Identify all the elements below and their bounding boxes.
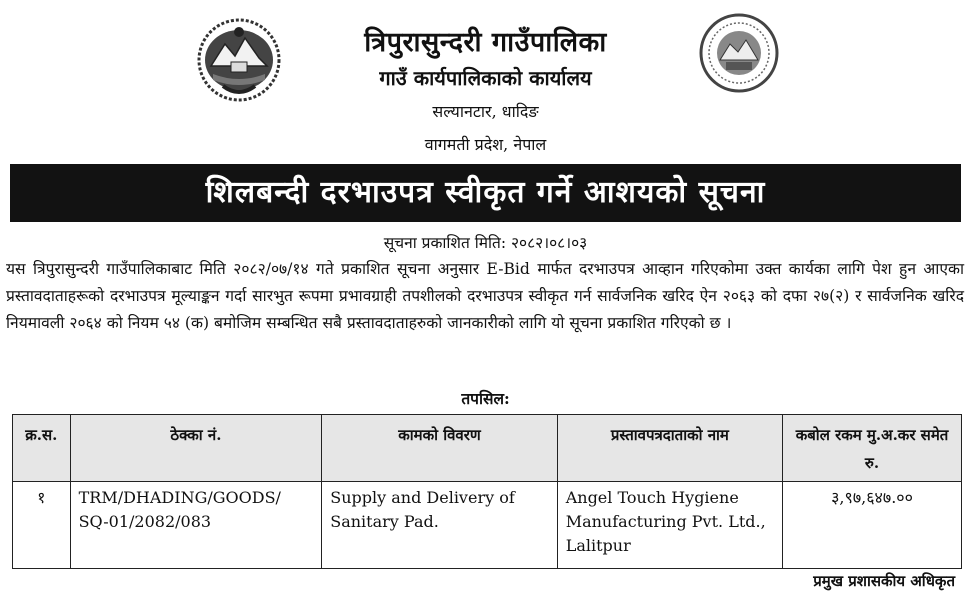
cell-bid-amount: ३,९७,६४७.०० [783, 482, 962, 569]
office-subtitle: गाउँ कार्यपालिकाको कार्यालय [379, 66, 592, 90]
office-name: त्रिपुरासुन्दरी गाउँपालिका [364, 27, 607, 58]
table-header-row [13, 415, 962, 482]
header-bidder-name: प्रस्तावपत्रदाताको नाम [557, 415, 782, 482]
header-work-description: कामको विवरण [322, 415, 557, 482]
table-row [13, 482, 962, 569]
header-contract-no: ठेक्का नं. [70, 415, 322, 482]
cell-work-description: Supply and Delivery of Sanitary Pad. [322, 482, 557, 569]
cell-contract-no: TRM/DHADING/GOODS/ SQ-01/2082/083 [70, 482, 322, 569]
header-bid-amount: कबोल रकम मु.अ.कर समेत रु. [783, 415, 962, 482]
notice-title: शिलबन्दी दरभाउपत्र स्वीकृत गर्ने आशयको सूचना [10, 164, 961, 222]
letterhead [0, 0, 971, 160]
cell-bidder-name: Angel Touch Hygiene Manufacturing Pvt. Ltd., Lalitpur [557, 482, 782, 569]
header-serial: क्र.स. [13, 415, 71, 482]
address-line-1: सल्यानटार, धादिङ [432, 102, 539, 121]
published-date: सूचना प्रकाशित मिति: २०८२।०८।०३ [383, 234, 588, 252]
signatory: प्रमुख प्रशासकीय अधिकृत [813, 572, 955, 590]
address-line-2: वागमती प्रदेश, नेपाल [424, 135, 547, 154]
details-heading: तपसिल: [461, 389, 510, 408]
notice-body: यस त्रिपुरासुन्दरी गाउँपालिकाबाट मिति २०८२/०७/१४ गते प्रकाशित सूचना अनुसार E-Bid मार्फत दरभाउपत्र आव्हान गरिएकोमा उक्त कार्यका लागि पेश हुन आएका प्रस्तावदाताहरूको दरभाउपत्र मूल्याङ्कन गर्दा सारभुत रूपमा प्रभावग्राही तपशीलको दरभाउपत्र स्वीकृत गर्न सार्वजनिक खरिद ऐन २०६३ को दफा २७(२) र सार्वजनिक खरिद नियमावली २०६४ को नियम ५४ (क) बमोजिम सम्बन्धित सबै प्रस्तावदाताहरुको जानकारीको लागि यो सूचना प्रकाशित गरिएको छ । [6, 260, 964, 332]
details-table [12, 414, 962, 569]
cell-serial: १ [13, 482, 71, 569]
